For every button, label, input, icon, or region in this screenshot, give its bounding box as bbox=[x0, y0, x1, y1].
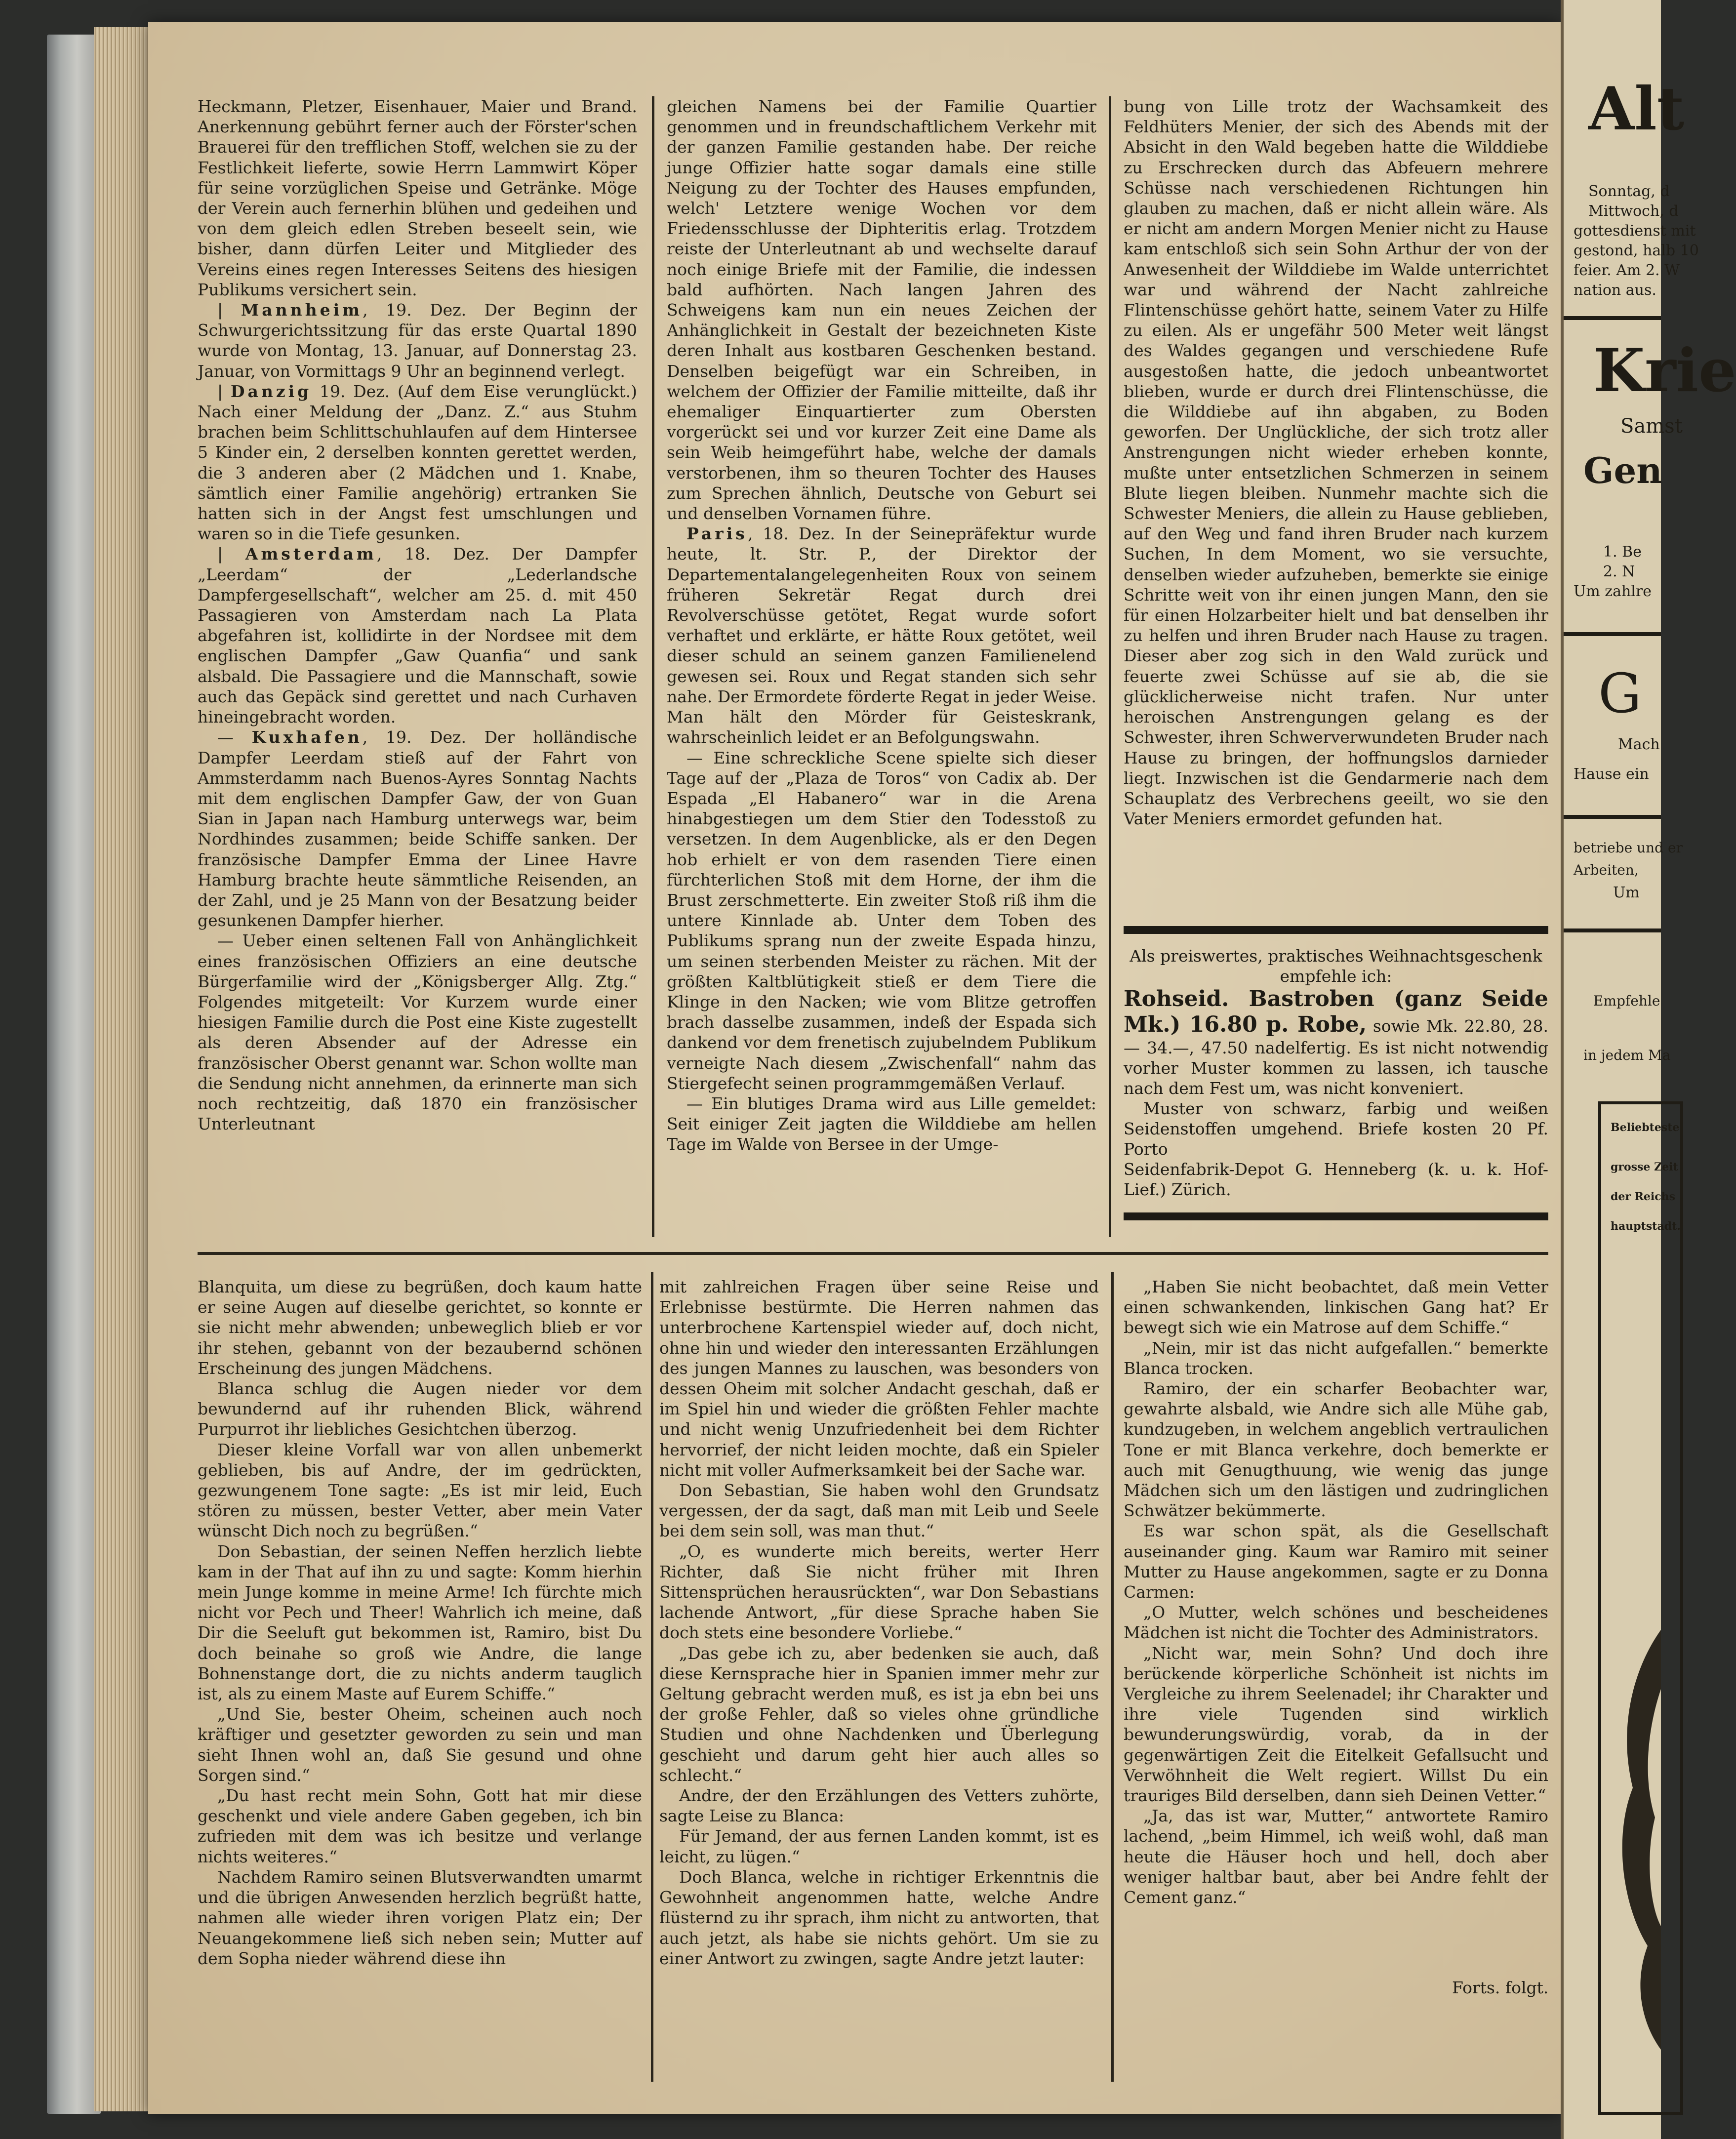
paragraph: Doch Blanca, welche in richtiger Erkenntnis die Gewohnheit angenommen hatte, welche Andre flüsternd zu ihr sprach, ihm nicht zu antworten, that auch jetzt, als habe sie nichts gehört. Um sie zu einer Antwort zu zwingen, sagte Andre jetzt lauter: bbox=[659, 1867, 1099, 1968]
eagle-illustration-icon bbox=[1603, 1630, 1661, 2050]
paragraph: Andre, der den Erzählungen des Vetters zuhörte, sagte Leise zu Blanca: bbox=[659, 1786, 1099, 1826]
paragraph: „Nicht war, mein Sohn? Und doch ihre berückende körperliche Schönheit ist nichts im Vergleiche zu ihrem Seelenadel; ihr Charakter und ihre viele Tugenden sind wirklich bewunderungswürdig, vorab, da in der gegenwärtigen Zeit die Eitelkeit Gefallsucht und Verwöhnheit die Welt regiert. Willst Du ein trauriges Bild derselben, dann sieh Deinen Vetter.“ bbox=[1124, 1643, 1548, 1806]
np-line: Sonntag, d bbox=[1588, 183, 1670, 200]
np-rule bbox=[1564, 928, 1661, 932]
np-line: der Reichs bbox=[1611, 1190, 1676, 1203]
newspaper-page bbox=[148, 22, 1561, 2114]
column-top-1 bbox=[198, 96, 637, 1134]
place-name: Amsterdam bbox=[245, 544, 377, 564]
paragraph: mit zahlreichen Fragen über seine Reise und Erlebnisse bestürmte. Die Herren nahmen das unterbrochene Kartenspiel wieder auf, doch nicht, ohne hin und wieder den interessanten Erzählungen des jungen Mannes zu lauschen, was besonders von dessen Oheim mit solcher Andacht geschah, daß er im Spiel hin und wieder die größten Fehler machte und nicht wenig Unzufriedenheit bei dem Richter hervorrief, der nicht leiden mochte, daß ein Spieler nicht mit voller Aufmerksamkeit bei der Sache war. bbox=[659, 1277, 1099, 1480]
np-line: gottesdienst mit bbox=[1574, 222, 1696, 240]
page-edges bbox=[94, 27, 153, 2111]
paragraph: — Ein blutiges Drama wird aus Lille gemeldet: Seit einiger Zeit jagten die Wilddiebe am hellen Tage im Walde von Bersee in der Umge- bbox=[667, 1093, 1096, 1154]
ad-line: Muster von schwarz, farbig und weißen Seidenstoffen umgehend. Briefe kosten 20 Pf. Porto bbox=[1124, 1099, 1548, 1159]
np-line: nation aus. bbox=[1574, 282, 1656, 299]
np-line: 2. N bbox=[1603, 563, 1635, 580]
np-line: 1. Be bbox=[1603, 543, 1642, 561]
news-item-mannheim: | Mannheim, 19. Dez. Der Beginn der Schwurgerichtssitzung für das erste Quartal 1890 wurde von Montag, 13. Januar, auf Donnerstag 23. Januar, von Vormittags 9 Uhr an beginnend verlegt. bbox=[198, 300, 637, 381]
news-item-amsterdam: | Amsterdam, 18. Dez. Der Dampfer „Leerdam“ der „Lederlandsche Dampfergesellschaft“, welcher am 25. d. mit 450 Passagieren von Amsterdam nach La Plata abgefahren ist, kollidirte in der Nordsee mit dem englischen Dampfer „Gaw Quanfia“ und sank alsbald. Die Passagiere und die Mannschaft, sowie auch das Gepäck sind gerettet und nach Curhaven hineingebracht worden. bbox=[198, 544, 638, 727]
ad-intro: Als preiswertes, praktisches Weihnachtsgeschenk empfehle ich: bbox=[1130, 946, 1542, 986]
ad-border-bottom bbox=[1124, 1212, 1548, 1220]
paragraph: Für Jemand, der aus fernen Landen kommt, ist es leicht, zu lügen.“ bbox=[659, 1826, 1099, 1866]
np-line: in jedem Ma bbox=[1583, 1047, 1671, 1063]
paragraph-text: , 19. Dez. Der holländische Dampfer Leerdam stieß auf der Fahrt von Ammsterdamm nach Buenos-Ayres Sonntag Nachts mit dem englischen Dampfer Gaw, der von Guan Sian in Japan nach Hamburg unterwegs war, beim Nordhindes zusammen; beide Schiffe sanken. Der französische Dampfer Emma der Linee Havre Hamburg brachte heute sämmtliche Reisenden, an der Zahl, und je 25 Mann von der Besatzung beider gesunkenen Dampfer hierher. bbox=[198, 727, 637, 930]
np-line: Mach bbox=[1618, 736, 1660, 753]
np-line: feier. Am 2. W bbox=[1574, 262, 1680, 279]
ad-offer bbox=[1124, 986, 1548, 1098]
paragraph: „Nein, mir ist das nicht aufgefallen.“ bemerkte Blanca trocken. bbox=[1124, 1338, 1548, 1378]
np-line: grosse Zeit bbox=[1611, 1161, 1678, 1173]
np-line: Um zahlre bbox=[1574, 583, 1652, 600]
column-bottom-3 bbox=[1124, 1277, 1548, 1907]
np-line: hauptstadt. bbox=[1611, 1220, 1681, 1233]
np-rule bbox=[1564, 815, 1661, 819]
column-top-2 bbox=[667, 96, 1096, 1155]
np-line: Samst bbox=[1620, 415, 1683, 438]
paragraph: Blanca schlug die Augen nieder vor dem bewundernd auf ihr ruhenden Blick, während Purpurrot ihr liebliches Gesichtchen überzog. bbox=[198, 1379, 642, 1439]
paragraph: Don Sebastian, der seinen Neffen herzlich liebte kam in der That auf ihn zu und sagte: Komm hierhin mein Junge komme in meine Arme! Ich fürchte mich nicht vor Pech und Theer! Wahrlich ich meine, daß Dir die Seeluft gut bekommen ist, Ramiro, bist Du doch beinahe so groß wie Andre, die lange Bohnenstange dort, die zu nichts anderm tauglich ist, als zu einem Maste auf Eurem Schiffe.“ bbox=[198, 1541, 642, 1704]
column-divider bbox=[1109, 96, 1111, 1237]
ad-product: Rohseid. Bastroben (ganz Seide Mk.) 16.80 p. Robe, bbox=[1124, 986, 1548, 1037]
np-heading: Krie bbox=[1593, 336, 1736, 405]
news-item-danzig: | Danzig 19. Dez. (Auf dem Eise verunglückt.) Nach einer Meldung der „Danz. Z.“ aus Stuhm brachen beim Schlittschuhlaufen auf dem Hintersee 5 Kinder ein, 2 derselben konnten gerettet werden, die 3 anderen aber (2 Mädchen und 1. Knabe, sämtlich einer Familie angehörig) ertranken Sie hatten sich in der Angst fest umschlungen und waren so in die Tiefe gesunken. bbox=[198, 381, 638, 544]
paragraph: Dieser kleine Vorfall war von allen unbemerkt geblieben, bis auf Andre, der im gedrückten, gezwungenem Tone sagte: „Es ist mir leid, Euch stören zu müssen, bester Vetter, aber mein Vater wünscht Dich noch zu begrüßen.“ bbox=[198, 1440, 642, 1541]
continuation-note: Forts. folgt. bbox=[1452, 1978, 1549, 1997]
paragraph-text: , 18. Dez. Der Dampfer „Leerdam“ der „Lederlandsche Dampfergesellschaft“, welcher am 25. d. mit 450 Passagieren von Amsterdam nach La Plata abgefahren ist, kollidirte in der Nordsee mit dem englischen Dampfer „Gaw Quanfia“ und sank alsbald. Die Passagiere und die Mannschaft, sowie auch das Gepäck sind gerettet und nach Curhaven hineingebracht worden. bbox=[198, 544, 638, 727]
book-binding bbox=[47, 35, 101, 2114]
paragraph: „Haben Sie nicht beobachtet, daß mein Vetter einen schwankenden, linkischen Gang hat? Er bewegt sich wie ein Matrose auf dem Schiffe.“ bbox=[1124, 1277, 1548, 1337]
np-line: betriebe und er bbox=[1574, 840, 1683, 856]
np-line: Beliebteste bbox=[1611, 1121, 1680, 1134]
np-line: Mittwoch, d bbox=[1588, 202, 1679, 220]
paragraph-text: , 19. Dez. Der Beginn der Schwurgerichtssitzung für das erste Quartal 1890 wurde von Montag, 13. Januar, auf Donnerstag 23. Januar, von Vormittags 9 Uhr an beginnend verlegt. bbox=[198, 300, 637, 381]
paragraph-text: 19. Dez. (Auf dem Eise verunglückt.) Nach einer Meldung der „Danz. Z.“ aus Stuhm brachen beim Schlittschuhlaufen auf dem Hintersee 5 Kinder ein, 2 derselben konnten gerettet werden, die 3 anderen aber (2 Mädchen und 1. Knabe, sämtlich einer Familie angehörig) ertranken Sie hatten sich in der Angst fest umschlungen und waren so in die Tiefe gesunken. bbox=[198, 381, 638, 544]
paragraph: „O, es wunderte mich bereits, werter Herr Richter, daß Sie nicht früher mit Ihren Sittensprüchen herausrückten“, war Don Sebastians lachende Antwort, „für diese Sprache haben Sie doch stets eine besondere Vorliebe.“ bbox=[659, 1541, 1099, 1643]
column-divider bbox=[1111, 1272, 1114, 2082]
place-name: Mannheim bbox=[241, 300, 363, 320]
column-divider bbox=[651, 1272, 653, 2082]
np-line: gestond, halb 10 bbox=[1574, 242, 1699, 259]
paragraph: bung von Lille trotz der Wachsamkeit des Feldhüters Menier, der sich des Abends mit der Absicht in den Wald begeben hatte die Wilddiebe zu Erschrecken durch das Abfeuern mehrere Schüsse nach verschiedenen Richtungen hin glauben zu machen, daß er nicht allein wäre. Als er nicht am andern Morgen Menier nicht zu Hause kam entschloß sich sein Sohn Arthur der von der Anwesenheit der Wilddiebe im Walde unterrichtet war und während der Nacht zahlreiche Flintenschüsse gehört hatte, seinem Vater zu Hilfe zu eilen. Als er ungefähr 500 Meter weit längst des Waldes gegangen und verschiedene Rufe ausgestoßen hatte, die jedoch unbeantwortet blieben, wurde er durch drei Flintenschüsse, die die Wilddiebe auf ihn abgaben, zu Boden geworfen. Der Unglückliche, der sich trotz aller Anstrengungen nicht wieder erheben konnte, mußte unter entsetzlichen Schmerzen in seinem Blute liegen bleiben. Nunmehr machte sich die Schwester Meniers, die allein zu Hause geblieben, auf den Weg und fand ihren Bruder nach kurzem Suchen, In dem Moment, wo sie versuchte, denselben wieder aufzuheben, bemerkte sie einige Schritte weit von ihr einen jungen Mann, den sie für einen Holzarbeiter hielt und bat denselben ihr zu helfen und ihren Bruder nach Hause zu tragen. Dieser aber zog sich in den Wald zurück und feuerte zwei Schüsse auf sie ab, die sie glücklicherweise nicht trafen. Nur unter heroischen Anstrengungen gelang es der Schwester, ihren Schwerverwundeten Bruder nach Hause zu bringen, der hoffnungslos darnieder liegt. Inzwischen ist die Gendarmerie nach dem Schauplatz des Verbrechens geeilt, wo sie den Vater Meniers ermordet gefunden hat. bbox=[1124, 97, 1548, 829]
paragraph: gleichen Namens bei der Familie Quartier genommen und in freundschaftlichem Verkehr mit der ganzen Familie gestanden habe. Der reiche junge Offizier hatte sogar damals eine stille Neigung zu der Tochter des Hauses empfunden, welch' Letztere wenige Wochen vor dem Friedensschlusse der Diphteritis erlag. Trotzdem reiste der Unterleutnant ab und wechselte darauf noch einige Briefe mit der Familie, die indessen bald aufhörten. Nach langen Jahren des Schweigens kam nun ein neues Zeichen der Anhänglichkeit in Gestalt der bezeichneten Kiste deren Inhalt aus kostbaren Geschenken bestand. Denselben beigefügt war ein Schreiben, in welchem der Offizier der Familie mitteilte, daß ihr ehemaliger Einquartierter zum Obersten vorgerückt sei und vor kurzer Zeit eine Dame als sein Weib heimgeführt habe, welche der damals verstorbenen, ihm so theuren Tochter des Hauses zum Sprechen ähnlich, Deutsche von Geburt sei und denselben Vornamen führe. bbox=[667, 97, 1096, 524]
paragraph-text: , 18. Dez. In der Seinepräfektur wurde heute, lt. Str. P., der Direktor der Departementalangelegenheiten Roux von seinem früheren Sekretär Regat durch drei Revolverschüsse getötet, Regat wurde sofort verhaftet und erklärte, er hätte Roux getötet, weil dieser schuld an seinem ganzen Familienelend gewesen sei. Roux und Regat standen sich sehr nahe. Der Ermordete förderte Regat in jeder Weise. Man hält den Mörder für Geisteskrank, wahrscheinlich leidet er an Befolgungswahn. bbox=[667, 524, 1096, 747]
np-heading: G bbox=[1598, 662, 1642, 725]
np-line: Empfehle bbox=[1593, 993, 1660, 1009]
np-title: Alt bbox=[1588, 74, 1685, 144]
column-bottom-2 bbox=[659, 1277, 1099, 1969]
paragraph: „Du hast recht mein Sohn, Gott hat mir diese geschenkt und viele andere Gaben gegeben, ich bin zufrieden mit dem was ich besitze und verlange nichts weiteres.“ bbox=[198, 1786, 642, 1866]
paragraph: Es war schon spät, als die Gesellschaft auseinander ging. Kaum war Ramiro mit seiner Mutter zu Hause angekommen, sagte er zu Donna Carmen: bbox=[1124, 1521, 1548, 1602]
np-rule bbox=[1564, 632, 1661, 636]
place-name: Kuxhafen bbox=[251, 727, 363, 747]
column-bottom-1 bbox=[198, 1277, 642, 1969]
place-name: Danzig bbox=[230, 381, 312, 401]
ad-border-top bbox=[1124, 926, 1548, 934]
column-divider bbox=[652, 96, 654, 1237]
np-rule bbox=[1564, 316, 1661, 320]
news-item-paris bbox=[667, 524, 1096, 747]
np-line: Um bbox=[1613, 884, 1640, 901]
ad-signature: Seidenfabrik-Depot G. Henneberg (k. u. k. Hof-Lief.) Zürich. bbox=[1124, 1160, 1548, 1199]
paragraph: Ramiro, der ein scharfer Beobachter war, gewahrte alsbald, wie Andre sich alle Mühe gab, kundzugeben, in welchem angeblich vertraulichen Tone er mit Blanca verkehre, doch bemerkte er auch mit Genugthuung, wie wenig das junge Mädchen sich um den lästigen und zudringlichen Schwätzer bekümmerte. bbox=[1124, 1379, 1548, 1521]
paragraph: „O Mutter, welch schönes und bescheidenes Mädchen ist nicht die Tochter des Administrators. bbox=[1124, 1603, 1548, 1643]
np-heading: Gen bbox=[1583, 449, 1662, 491]
np-line: Hause ein bbox=[1574, 766, 1649, 783]
paragraph: Don Sebastian, Sie haben wohl den Grundsatz vergessen, der da sagt, daß man mit Leib und Seele bei dem sein soll, was man thut.“ bbox=[659, 1481, 1099, 1541]
advertisement-henneberg bbox=[1124, 946, 1548, 1200]
place-name: Paris bbox=[686, 524, 748, 544]
section-separator bbox=[198, 1252, 1548, 1255]
facing-page-fragment bbox=[1561, 0, 1736, 2139]
paragraph: „Ja, das ist war, Mutter,“ antwortete Ramiro lachend, „beim Himmel, ich weiß wohl, daß man heute die Häuser hoch und hell, doch aber weniger haltbar baut, aber bei Andre fehlt der Cement ganz.“ bbox=[1124, 1806, 1548, 1907]
news-item-kuxhafen: — Kuxhafen, 19. Dez. Der holländische Dampfer Leerdam stieß auf der Fahrt von Ammsterdamm nach Buenos-Ayres Sonntag Nachts mit dem englischen Dampfer Gaw, der von Guan Sian in Japan nach Hamburg unterwegs war, beim Nordhindes zusammen; beide Schiffe sanken. Der französische Dampfer Emma der Linee Havre Hamburg brachte heute sämmtliche Reisenden, an der Zahl, und je 25 Mann von der Besatzung beider gesunkenen Dampfer hierher. bbox=[198, 727, 637, 930]
paragraph: Nachdem Ramiro seinen Blutsverwandten umarmt und die übrigen Anwesenden herzlich begrüßt hatte, nahmen alle wieder ihren vorigen Platz ein; Der Neuangekommene ließ sich neben sein; Mutter auf dem Sopha nieder während diese ihn bbox=[198, 1867, 642, 1968]
paragraph: „Und Sie, bester Oheim, scheinen auch noch kräftiger und gesetzter geworden zu sein und man sieht Ihnen wohl an, daß Sie gesund und ohne Sorgen sind.“ bbox=[198, 1704, 642, 1785]
paragraph: Blanquita, um diese zu begrüßen, doch kaum hatte er seine Augen auf dieselbe gerichtet, so konnte er sie nicht mehr abwenden; unbeweglich blieb er vor ihr stehen, gebannt von der bezaubernd schönen Erscheinung des jungen Mädchens. bbox=[198, 1277, 642, 1378]
np-line: Arbeiten, bbox=[1574, 862, 1639, 878]
ad-body: sowie Mk. 22.80, 28.— 34.—, 47.50 nadelfertig. Es ist nicht notwendig vorher Muster kommen zu lassen, ich tausche nach dem Fest um, was nicht konveniert. bbox=[1124, 1016, 1549, 1098]
paragraph: Heckmann, Pletzer, Eisenhauer, Maier und Brand. Anerkennung gebührt ferner auch der Förster'schen Brauerei für den trefflichen Stoff, welchen sie zu der Festlichkeit lieferte, sowie Herrn Lammwirt Köper für seine vorzüglichen Speise und Getränke. Möge der Verein auch fernerhin blühen und gedeihen und von dem gleich edlen Streben beseelt sein, wie bisher, dann dürfen Leiter und Mitglieder des Vereins eines regen Interesses Seitens des hiesigen Publikums versichert sein. bbox=[198, 97, 637, 299]
paragraph: — Eine schreckliche Scene spielte sich dieser Tage auf der „Plaza de Toros“ von Cadix ab. Der Espada „El Habanero“ war in die Arena hinabgestiegen um dem Stier den Todesstoß zu versetzen. In dem Augenblicke, als er den Degen hob erhielt er von dem rasenden Tiere einen fürchterlichen Stoß mit dem Horne, der ihm die Brust zerschmetterte. Ein zweiter Stoß riß ihm die untere Kinnlade ab. Unter dem Toben des Publikums sprang nun der zweite Espada hinzu, um seinen sterbenden Meister zu rächen. Mit der größten Kaltblütigkeit stieß er dem Tiere die Klinge in den Nacken; wie vom Blitze getroffen brach dasselbe zusammen, indeß der Espada sich dankend vor dem frenetisch zujubelndem Publikum verneigte Nach diesem „Zwischenfall“ nahm das Stiergefecht seinen programmgemäßen Verlauf. bbox=[667, 748, 1096, 1093]
paragraph: — Ueber einen seltenen Fall von Anhänglichkeit eines französischen Offiziers an eine deutsche Bürgerfamilie wird der „Königsberger Allg. Ztg.“ Folgendes mitgeteilt: Vor Kurzem wurde einer hiesigen Familie durch die Post eine Kiste zugestellt als deren Absender auf der Adresse ein französischer Oberst genannt war. Schon wollte man die Sendung nicht annehmen, da erinnerte man sich noch rechtzeitig, daß 1870 ein französischer Unterleutnant bbox=[198, 931, 637, 1134]
paragraph: „Das gebe ich zu, aber bedenken sie auch, daß diese Kernsprache hier in Spanien immer mehr zur Geltung gebracht werden muß, es ist ja ebn bei uns der große Fehler, daß so vieles ohne gründliche Studien und ohne Nachdenken und Überlegung geschieht und darum geht hier auch alles so schlecht.“ bbox=[659, 1643, 1099, 1785]
column-top-3 bbox=[1124, 96, 1548, 829]
